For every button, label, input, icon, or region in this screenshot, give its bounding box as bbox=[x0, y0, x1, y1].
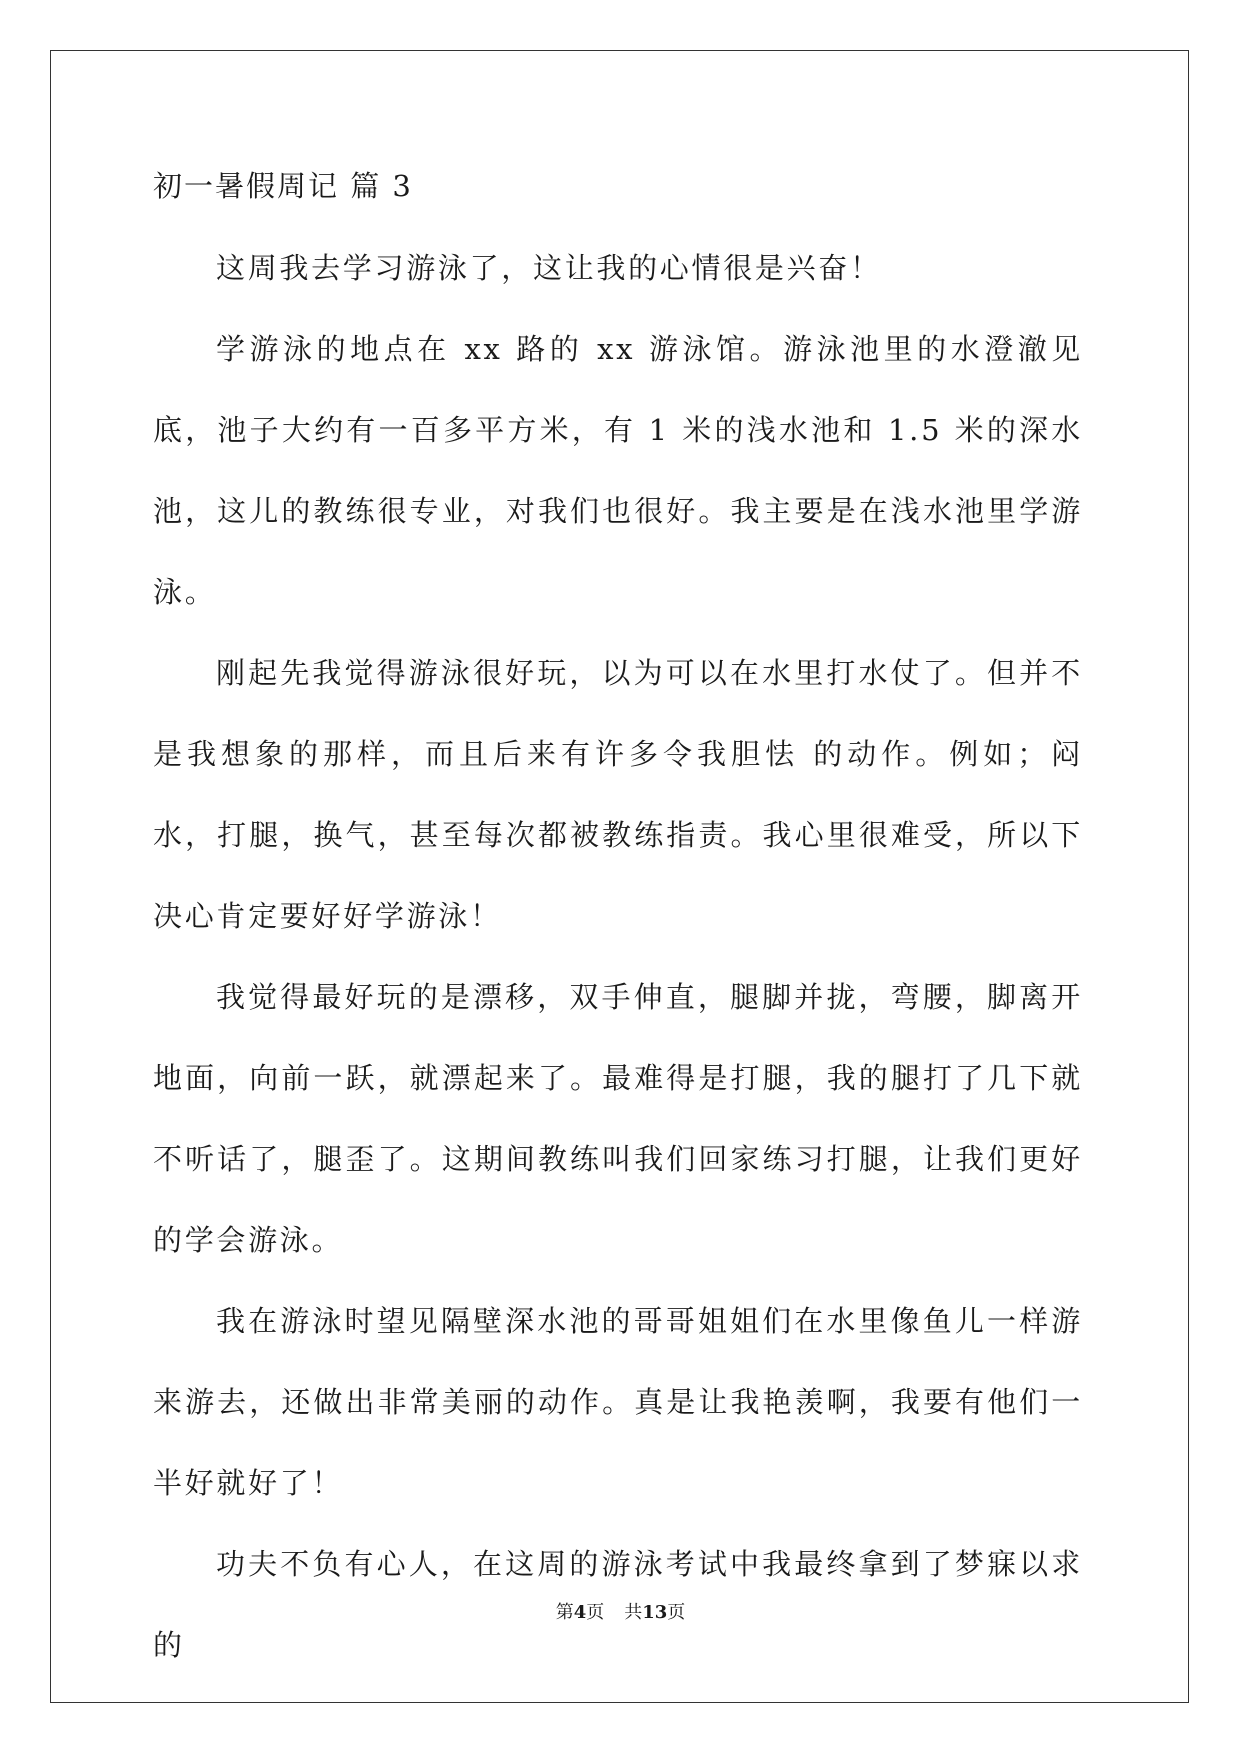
page-prefix: 第 bbox=[555, 1602, 574, 1623]
page-total bbox=[624, 1601, 685, 1625]
total-prefix: 共 bbox=[624, 1602, 643, 1623]
page-current: 4 bbox=[573, 1602, 587, 1623]
page-footer bbox=[0, 1601, 1241, 1625]
page-number bbox=[556, 1601, 605, 1625]
document-title: 初一暑假周记 篇 3 bbox=[153, 169, 413, 203]
total-suffix: 页 bbox=[667, 1602, 686, 1623]
paragraph-4: 我觉得最好玩的是漂移，双手伸直，腿脚并拢，弯腰，脚离开地面，向前一跃，就漂起来了。最难得是打腿，我的腿打了几下就不听话了，腿歪了。这期间教练叫我们回家练习打腿，让我们更好的学会游泳。 bbox=[153, 980, 1083, 1257]
paragraph-5: 我在游泳时望见隔壁深水池的哥哥姐姐们在水里像鱼儿一样游来游去，还做出非常美丽的动作。真是让我艳羡啊，我要有他们一半好就好了！ bbox=[153, 1304, 1083, 1500]
paragraph-1: 这周我去学习游泳了，这让我的心情很是兴奋！ bbox=[216, 251, 882, 285]
paragraph-3: 刚起先我觉得游泳很好玩，以为可以在水里打水仗了。但并不是我想象的那样，而且后来有许多令我胆怯 的动作。例如；闷水，打腿，换气，甚至每次都被教练指责。我心里很难受，所以下决心肯定要好好学游泳！ bbox=[153, 656, 1083, 933]
document-body bbox=[153, 166, 1083, 1686]
paragraph-6: 功夫不负有心人，在这周的游泳考试中我最终拿到了梦寐以求的 bbox=[153, 1547, 1083, 1662]
paragraph-2: 学游泳的地点在 xx 路的 xx 游泳馆。游泳池里的水澄澈见底，池子大约有一百多平方米，有 1 米的浅水池和 1.5 米的深水池，这儿的教练很专业，对我们也很好。我主要是在浅水池里学游泳。 bbox=[153, 332, 1083, 609]
page-suffix: 页 bbox=[586, 1602, 605, 1623]
page-total-count: 13 bbox=[642, 1602, 668, 1623]
